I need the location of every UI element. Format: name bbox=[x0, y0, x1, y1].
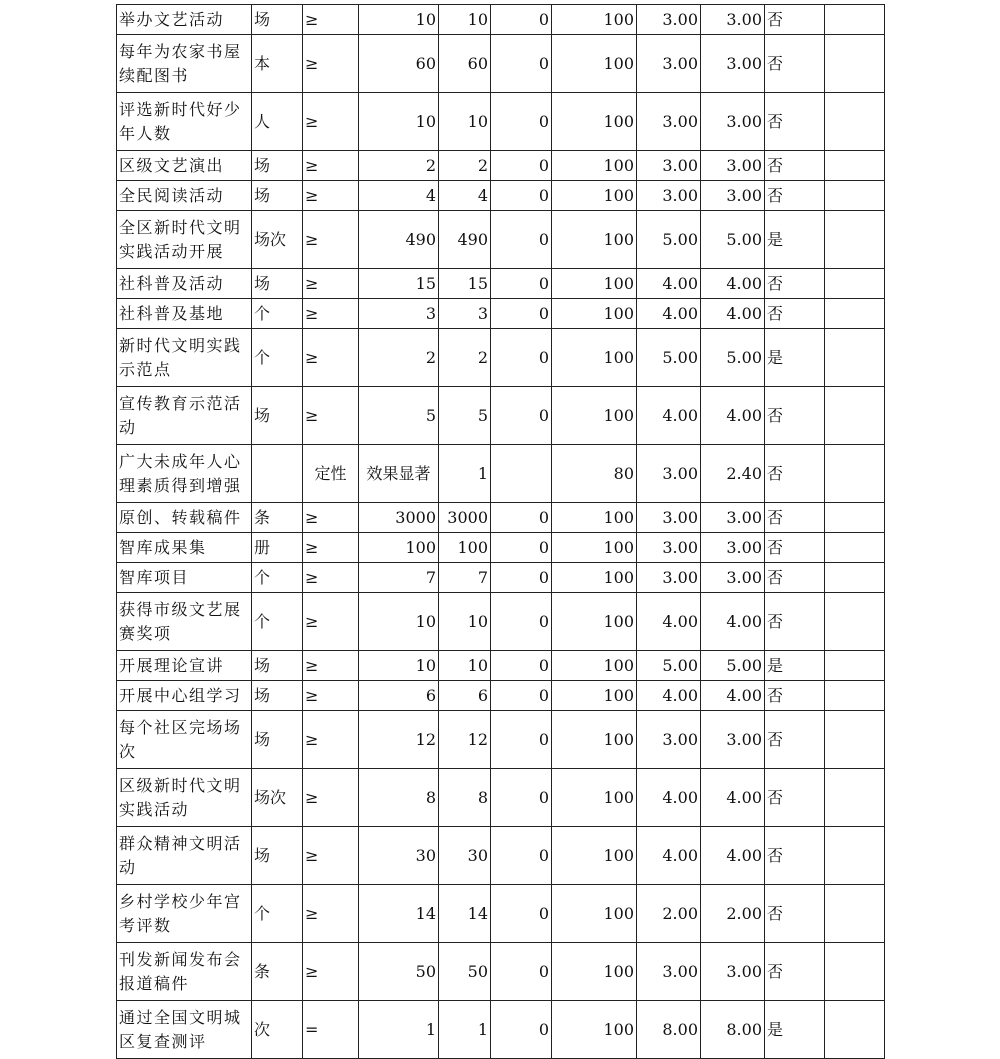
indicator-name: 社科普及活动 bbox=[117, 269, 252, 299]
score-value: 4.00 bbox=[701, 827, 765, 885]
target-value: 10 bbox=[359, 5, 439, 35]
score-value: 3.00 bbox=[701, 563, 765, 593]
weight-value: 4.00 bbox=[637, 299, 701, 329]
core-flag: 否 bbox=[765, 563, 825, 593]
unit-cell: 场 bbox=[252, 827, 303, 885]
operator-cell: ≥ bbox=[303, 503, 359, 533]
unit-cell: 条 bbox=[252, 503, 303, 533]
note-cell bbox=[825, 711, 885, 769]
table-row bbox=[117, 711, 885, 769]
core-flag: 否 bbox=[765, 593, 825, 651]
table-row bbox=[117, 533, 885, 563]
unit-cell: 个 bbox=[252, 563, 303, 593]
actual-value: 100 bbox=[439, 533, 491, 563]
actual-value: 10 bbox=[439, 93, 491, 151]
core-flag: 否 bbox=[765, 769, 825, 827]
weight-value: 3.00 bbox=[637, 503, 701, 533]
completion-rate: 100 bbox=[552, 93, 637, 151]
indicator-name: 宣传教育示范活动 bbox=[117, 387, 252, 445]
deviation-value: 0 bbox=[491, 503, 552, 533]
indicator-table bbox=[116, 4, 885, 1059]
actual-value: 2 bbox=[439, 329, 491, 387]
actual-value: 10 bbox=[439, 593, 491, 651]
actual-value: 4 bbox=[439, 181, 491, 211]
core-flag: 否 bbox=[765, 503, 825, 533]
deviation-value: 0 bbox=[491, 885, 552, 943]
note-cell bbox=[825, 181, 885, 211]
indicator-name: 区级新时代文明实践活动 bbox=[117, 769, 252, 827]
score-value: 2.00 bbox=[701, 885, 765, 943]
target-value: 10 bbox=[359, 651, 439, 681]
unit-cell: 个 bbox=[252, 329, 303, 387]
operator-cell: ≥ bbox=[303, 93, 359, 151]
note-cell bbox=[825, 93, 885, 151]
actual-value: 15 bbox=[439, 269, 491, 299]
weight-value: 3.00 bbox=[637, 181, 701, 211]
indicator-name: 广大未成年人心理素质得到增强 bbox=[117, 445, 252, 503]
unit-cell: 本 bbox=[252, 35, 303, 93]
completion-rate: 100 bbox=[552, 827, 637, 885]
unit-cell: 场 bbox=[252, 387, 303, 445]
unit-cell: 场 bbox=[252, 269, 303, 299]
score-value: 3.00 bbox=[701, 711, 765, 769]
target-value: 效果显著 bbox=[359, 445, 439, 503]
weight-value: 4.00 bbox=[637, 593, 701, 651]
core-flag: 否 bbox=[765, 445, 825, 503]
indicator-name: 智库成果集 bbox=[117, 533, 252, 563]
deviation-value: 0 bbox=[491, 711, 552, 769]
weight-value: 4.00 bbox=[637, 387, 701, 445]
score-value: 3.00 bbox=[701, 943, 765, 1001]
score-value: 3.00 bbox=[701, 35, 765, 93]
score-value: 4.00 bbox=[701, 681, 765, 711]
operator-cell: ≥ bbox=[303, 269, 359, 299]
actual-value: 8 bbox=[439, 769, 491, 827]
completion-rate: 100 bbox=[552, 35, 637, 93]
core-flag: 否 bbox=[765, 35, 825, 93]
indicator-name: 全区新时代文明实践活动开展 bbox=[117, 211, 252, 269]
unit-cell: 个 bbox=[252, 885, 303, 943]
operator-cell: ≥ bbox=[303, 181, 359, 211]
indicator-name: 刊发新闻发布会报道稿件 bbox=[117, 943, 252, 1001]
note-cell bbox=[825, 593, 885, 651]
table-row bbox=[117, 1001, 885, 1059]
table-row bbox=[117, 211, 885, 269]
indicator-name: 群众精神文明活动 bbox=[117, 827, 252, 885]
table-row bbox=[117, 35, 885, 93]
target-value: 490 bbox=[359, 211, 439, 269]
note-cell bbox=[825, 5, 885, 35]
completion-rate: 100 bbox=[552, 593, 637, 651]
table-row bbox=[117, 151, 885, 181]
completion-rate: 100 bbox=[552, 181, 637, 211]
note-cell bbox=[825, 329, 885, 387]
unit-cell: 场 bbox=[252, 651, 303, 681]
weight-value: 2.00 bbox=[637, 885, 701, 943]
weight-value: 4.00 bbox=[637, 827, 701, 885]
target-value: 15 bbox=[359, 269, 439, 299]
target-value: 5 bbox=[359, 387, 439, 445]
core-flag: 否 bbox=[765, 299, 825, 329]
indicator-name: 开展理论宣讲 bbox=[117, 651, 252, 681]
weight-value: 3.00 bbox=[637, 5, 701, 35]
table-row bbox=[117, 681, 885, 711]
target-value: 50 bbox=[359, 943, 439, 1001]
unit-cell: 场 bbox=[252, 5, 303, 35]
core-flag: 是 bbox=[765, 651, 825, 681]
weight-value: 4.00 bbox=[637, 681, 701, 711]
score-value: 3.00 bbox=[701, 93, 765, 151]
core-flag: 否 bbox=[765, 681, 825, 711]
target-value: 30 bbox=[359, 827, 439, 885]
table-row bbox=[117, 181, 885, 211]
deviation-value: 0 bbox=[491, 329, 552, 387]
target-value: 4 bbox=[359, 181, 439, 211]
note-cell bbox=[825, 269, 885, 299]
actual-value: 490 bbox=[439, 211, 491, 269]
weight-value: 5.00 bbox=[637, 211, 701, 269]
score-value: 3.00 bbox=[701, 181, 765, 211]
actual-value: 10 bbox=[439, 5, 491, 35]
operator-cell: ≥ bbox=[303, 387, 359, 445]
note-cell bbox=[825, 827, 885, 885]
actual-value: 12 bbox=[439, 711, 491, 769]
indicator-name: 每年为农家书屋续配图书 bbox=[117, 35, 252, 93]
deviation-value: 0 bbox=[491, 651, 552, 681]
score-value: 3.00 bbox=[701, 533, 765, 563]
actual-value: 3000 bbox=[439, 503, 491, 533]
table-body bbox=[117, 5, 885, 1059]
unit-cell: 次 bbox=[252, 1001, 303, 1059]
deviation-value: 0 bbox=[491, 681, 552, 711]
completion-rate: 100 bbox=[552, 885, 637, 943]
target-value: 8 bbox=[359, 769, 439, 827]
table-row bbox=[117, 503, 885, 533]
deviation-value: 0 bbox=[491, 1001, 552, 1059]
core-flag: 否 bbox=[765, 151, 825, 181]
deviation-value: 0 bbox=[491, 211, 552, 269]
note-cell bbox=[825, 299, 885, 329]
note-cell bbox=[825, 387, 885, 445]
operator-cell: ≥ bbox=[303, 299, 359, 329]
note-cell bbox=[825, 563, 885, 593]
completion-rate: 100 bbox=[552, 5, 637, 35]
core-flag: 是 bbox=[765, 329, 825, 387]
note-cell bbox=[825, 211, 885, 269]
actual-value: 3 bbox=[439, 299, 491, 329]
indicator-name: 获得市级文艺展赛奖项 bbox=[117, 593, 252, 651]
core-flag: 否 bbox=[765, 5, 825, 35]
weight-value: 4.00 bbox=[637, 769, 701, 827]
operator-cell: ≥ bbox=[303, 211, 359, 269]
indicator-name: 社科普及基地 bbox=[117, 299, 252, 329]
deviation-value: 0 bbox=[491, 533, 552, 563]
weight-value: 4.00 bbox=[637, 269, 701, 299]
actual-value: 6 bbox=[439, 681, 491, 711]
actual-value: 2 bbox=[439, 151, 491, 181]
completion-rate: 100 bbox=[552, 1001, 637, 1059]
unit-cell: 人 bbox=[252, 93, 303, 151]
table-row bbox=[117, 563, 885, 593]
operator-cell: ≥ bbox=[303, 711, 359, 769]
note-cell bbox=[825, 681, 885, 711]
score-value: 4.00 bbox=[701, 593, 765, 651]
target-value: 6 bbox=[359, 681, 439, 711]
table-row bbox=[117, 769, 885, 827]
core-flag: 否 bbox=[765, 885, 825, 943]
deviation-value: 0 bbox=[491, 593, 552, 651]
operator-cell: ≥ bbox=[303, 651, 359, 681]
indicator-name: 通过全国文明城区复查测评 bbox=[117, 1001, 252, 1059]
deviation-value: 0 bbox=[491, 35, 552, 93]
completion-rate: 100 bbox=[552, 151, 637, 181]
score-value: 5.00 bbox=[701, 211, 765, 269]
indicator-name: 举办文艺活动 bbox=[117, 5, 252, 35]
unit-cell: 个 bbox=[252, 299, 303, 329]
deviation-value: 0 bbox=[491, 181, 552, 211]
actual-value: 10 bbox=[439, 651, 491, 681]
actual-value: 1 bbox=[439, 1001, 491, 1059]
score-value: 4.00 bbox=[701, 769, 765, 827]
deviation-value: 0 bbox=[491, 93, 552, 151]
target-value: 2 bbox=[359, 151, 439, 181]
score-value: 4.00 bbox=[701, 299, 765, 329]
unit-cell: 个 bbox=[252, 593, 303, 651]
weight-value: 3.00 bbox=[637, 563, 701, 593]
table-row bbox=[117, 593, 885, 651]
indicator-name: 新时代文明实践示范点 bbox=[117, 329, 252, 387]
completion-rate: 100 bbox=[552, 533, 637, 563]
completion-rate: 100 bbox=[552, 211, 637, 269]
unit-cell: 场 bbox=[252, 181, 303, 211]
weight-value: 3.00 bbox=[637, 35, 701, 93]
unit-cell: 场 bbox=[252, 681, 303, 711]
unit-cell: 场次 bbox=[252, 769, 303, 827]
target-value: 12 bbox=[359, 711, 439, 769]
target-value: 60 bbox=[359, 35, 439, 93]
operator-cell: ≥ bbox=[303, 329, 359, 387]
weight-value: 3.00 bbox=[637, 445, 701, 503]
completion-rate: 100 bbox=[552, 651, 637, 681]
operator-cell: = bbox=[303, 1001, 359, 1059]
indicator-name: 智库项目 bbox=[117, 563, 252, 593]
target-value: 3000 bbox=[359, 503, 439, 533]
deviation-value: 0 bbox=[491, 5, 552, 35]
target-value: 10 bbox=[359, 93, 439, 151]
deviation-value bbox=[491, 445, 552, 503]
target-value: 100 bbox=[359, 533, 439, 563]
score-value: 3.00 bbox=[701, 151, 765, 181]
actual-value: 7 bbox=[439, 563, 491, 593]
operator-cell: ≥ bbox=[303, 151, 359, 181]
core-flag: 否 bbox=[765, 533, 825, 563]
deviation-value: 0 bbox=[491, 827, 552, 885]
table-row bbox=[117, 651, 885, 681]
actual-value: 1 bbox=[439, 445, 491, 503]
target-value: 3 bbox=[359, 299, 439, 329]
indicator-name: 开展中心组学习 bbox=[117, 681, 252, 711]
completion-rate: 100 bbox=[552, 299, 637, 329]
target-value: 1 bbox=[359, 1001, 439, 1059]
completion-rate: 100 bbox=[552, 269, 637, 299]
target-value: 2 bbox=[359, 329, 439, 387]
note-cell bbox=[825, 533, 885, 563]
weight-value: 3.00 bbox=[637, 151, 701, 181]
indicator-name: 全民阅读活动 bbox=[117, 181, 252, 211]
unit-cell: 场 bbox=[252, 151, 303, 181]
weight-value: 3.00 bbox=[637, 533, 701, 563]
core-flag: 否 bbox=[765, 827, 825, 885]
actual-value: 30 bbox=[439, 827, 491, 885]
note-cell bbox=[825, 769, 885, 827]
operator-cell: 定性 bbox=[303, 445, 359, 503]
actual-value: 14 bbox=[439, 885, 491, 943]
note-cell bbox=[825, 445, 885, 503]
table-row bbox=[117, 943, 885, 1001]
completion-rate: 100 bbox=[552, 681, 637, 711]
indicator-name: 区级文艺演出 bbox=[117, 151, 252, 181]
core-flag: 否 bbox=[765, 387, 825, 445]
note-cell bbox=[825, 943, 885, 1001]
note-cell bbox=[825, 1001, 885, 1059]
indicator-name: 每个社区完场场次 bbox=[117, 711, 252, 769]
table-row bbox=[117, 269, 885, 299]
deviation-value: 0 bbox=[491, 387, 552, 445]
table-row bbox=[117, 885, 885, 943]
core-flag: 否 bbox=[765, 943, 825, 1001]
completion-rate: 100 bbox=[552, 943, 637, 1001]
indicator-name: 原创、转载稿件 bbox=[117, 503, 252, 533]
operator-cell: ≥ bbox=[303, 827, 359, 885]
target-value: 10 bbox=[359, 593, 439, 651]
unit-cell: 册 bbox=[252, 533, 303, 563]
score-value: 2.40 bbox=[701, 445, 765, 503]
operator-cell: ≥ bbox=[303, 563, 359, 593]
completion-rate: 100 bbox=[552, 563, 637, 593]
completion-rate: 100 bbox=[552, 769, 637, 827]
core-flag: 否 bbox=[765, 93, 825, 151]
actual-value: 50 bbox=[439, 943, 491, 1001]
weight-value: 5.00 bbox=[637, 329, 701, 387]
unit-cell: 条 bbox=[252, 943, 303, 1001]
note-cell bbox=[825, 885, 885, 943]
completion-rate: 100 bbox=[552, 711, 637, 769]
operator-cell: ≥ bbox=[303, 681, 359, 711]
operator-cell: ≥ bbox=[303, 35, 359, 93]
completion-rate: 100 bbox=[552, 503, 637, 533]
core-flag: 否 bbox=[765, 269, 825, 299]
target-value: 7 bbox=[359, 563, 439, 593]
note-cell bbox=[825, 35, 885, 93]
weight-value: 8.00 bbox=[637, 1001, 701, 1059]
score-value: 4.00 bbox=[701, 387, 765, 445]
indicator-name: 乡村学校少年宫考评数 bbox=[117, 885, 252, 943]
table-row bbox=[117, 93, 885, 151]
core-flag: 是 bbox=[765, 1001, 825, 1059]
operator-cell: ≥ bbox=[303, 593, 359, 651]
deviation-value: 0 bbox=[491, 563, 552, 593]
table-row bbox=[117, 299, 885, 329]
score-value: 8.00 bbox=[701, 1001, 765, 1059]
operator-cell: ≥ bbox=[303, 885, 359, 943]
score-value: 5.00 bbox=[701, 329, 765, 387]
core-flag: 否 bbox=[765, 711, 825, 769]
indicator-name: 评选新时代好少年人数 bbox=[117, 93, 252, 151]
table-row bbox=[117, 387, 885, 445]
unit-cell bbox=[252, 445, 303, 503]
table-row bbox=[117, 827, 885, 885]
deviation-value: 0 bbox=[491, 151, 552, 181]
score-value: 3.00 bbox=[701, 503, 765, 533]
score-value: 4.00 bbox=[701, 269, 765, 299]
operator-cell: ≥ bbox=[303, 769, 359, 827]
weight-value: 5.00 bbox=[637, 651, 701, 681]
actual-value: 60 bbox=[439, 35, 491, 93]
completion-rate: 80 bbox=[552, 445, 637, 503]
deviation-value: 0 bbox=[491, 943, 552, 1001]
deviation-value: 0 bbox=[491, 299, 552, 329]
table-row bbox=[117, 329, 885, 387]
actual-value: 5 bbox=[439, 387, 491, 445]
score-value: 3.00 bbox=[701, 5, 765, 35]
deviation-value: 0 bbox=[491, 269, 552, 299]
core-flag: 是 bbox=[765, 211, 825, 269]
unit-cell: 场 bbox=[252, 711, 303, 769]
operator-cell: ≥ bbox=[303, 943, 359, 1001]
completion-rate: 100 bbox=[552, 329, 637, 387]
deviation-value: 0 bbox=[491, 769, 552, 827]
target-value: 14 bbox=[359, 885, 439, 943]
weight-value: 3.00 bbox=[637, 711, 701, 769]
table-row bbox=[117, 5, 885, 35]
completion-rate: 100 bbox=[552, 387, 637, 445]
note-cell bbox=[825, 651, 885, 681]
operator-cell: ≥ bbox=[303, 5, 359, 35]
operator-cell: ≥ bbox=[303, 533, 359, 563]
note-cell bbox=[825, 503, 885, 533]
table-row bbox=[117, 445, 885, 503]
weight-value: 3.00 bbox=[637, 943, 701, 1001]
note-cell bbox=[825, 151, 885, 181]
score-value: 5.00 bbox=[701, 651, 765, 681]
core-flag: 否 bbox=[765, 181, 825, 211]
weight-value: 3.00 bbox=[637, 93, 701, 151]
unit-cell: 场次 bbox=[252, 211, 303, 269]
